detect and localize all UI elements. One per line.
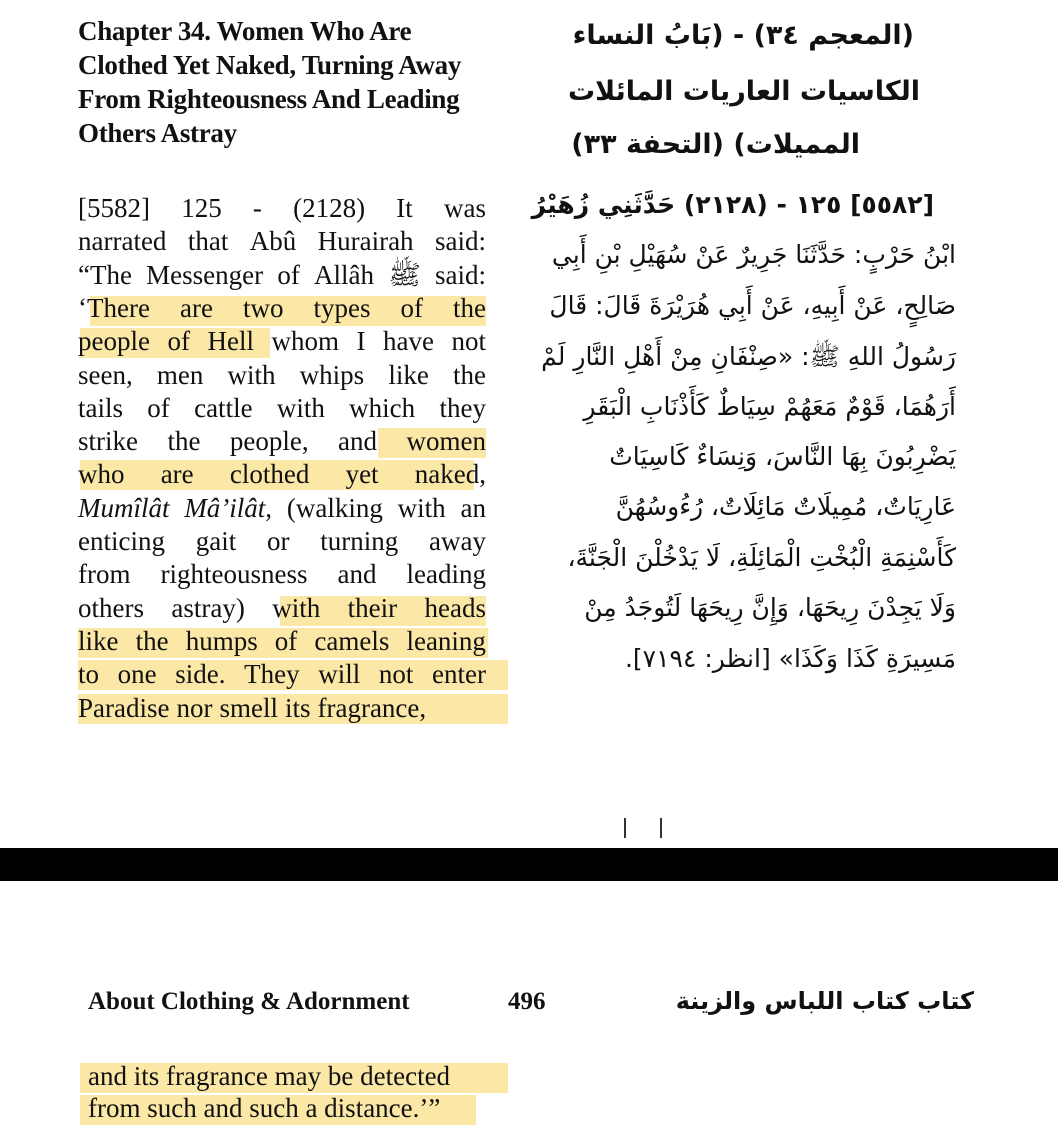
english-body-line: narrated that Abû Hurairah said: — [78, 226, 486, 256]
english-body-line: to one side. They will not enter — [78, 659, 486, 689]
arabic-body-line: كَأَسْنِمَةِ الْبُخْتِ الْمَائِلَةِ، لَا يَدْخُلْنَ الْجَنَّةَ، — [567, 543, 956, 572]
arabic-title-line: الكاسيات العاريات المائلات — [567, 76, 920, 107]
continuation-line: and its fragrance may be detected — [88, 1061, 451, 1091]
text-cursor-mark — [660, 818, 662, 838]
english-body-line: others astray) with their heads — [78, 593, 486, 623]
arabic-body-line: مَسِيرَةِ كَذَا وَكَذَا» [انظر: ٧١٩٤]. — [624, 644, 956, 673]
english-body-line: from righteousness and leading — [78, 559, 486, 589]
arabic-body-line: [٥٥٨٢] ١٢٥ - (٢١٢٨) حَدَّثَنِي زُهَيْرُ — [531, 190, 934, 219]
arabic-title-line: المميلات) (التحفة ٣٣) — [571, 129, 860, 160]
arabic-body-line: صَالِحٍ، عَنْ أَبِيهِ، عَنْ أَبِي هُرَيْرَةَ قَالَ: قَالَ — [549, 291, 956, 320]
english-body-line: seen, men with whips like the — [78, 360, 486, 390]
section-title: About Clothing & Adornment — [88, 988, 410, 1015]
english-body-line: who are clothed yet naked, — [78, 459, 486, 489]
english-body-line: strike the people, and women — [78, 426, 486, 456]
arabic-body-line: يَضْرِبُونَ بِهَا النَّاسَ، وَنِسَاءٌ كَاسِيَاتٌ — [609, 442, 956, 471]
arabic-title-line: (المعجم ٣٤) - (بَابُ النساء — [572, 20, 914, 51]
arabic-body-line: رَسُولُ اللهِ ﷺ: «صِنْفَانِ مِنْ أَهْلِ النَّارِ لَمْ — [541, 342, 956, 371]
english-body-line: “The Messenger of Allâh ﷺ said: — [78, 260, 486, 290]
arabic-body-line: وَلَا يَجِدْنَ رِيحَهَا، وَإِنَّ رِيحَهَا لَتُوجَدُ مِنْ — [584, 593, 956, 622]
english-body-line: Mumîlât Mâ’ilât, (walking with an — [78, 493, 486, 523]
english-body-line: [5582] 125 - (2128) It was — [78, 193, 486, 223]
english-body-line: people of Hell whom I have not — [78, 326, 486, 356]
english-body-line: Paradise nor smell its fragrance, — [78, 693, 427, 723]
english-body-line: enticing gait or turning away — [78, 526, 486, 556]
arabic-body-line: ابْنُ حَرْبٍ: حَدَّثَنَا جَرِيرٌ عَنْ سُهَيْلِ بْنِ أَبِي — [551, 240, 956, 269]
english-body-line: tails of cattle with which they — [78, 393, 486, 423]
arabic-body-line: أَرَهُمَا، قَوْمٌ مَعَهُمْ سِيَاطٌ كَأَذْنَابِ الْبَقَرِ — [583, 392, 956, 421]
continuation-line: from such and such a distance.’” — [88, 1093, 441, 1123]
page-divider — [0, 848, 1058, 881]
chapter-title: Chapter 34. Women Who Are Clothed Yet Naked, Turning Away From Righteousness And Leading Others Astray — [78, 16, 462, 148]
english-body-line: ‘There are two types of the — [78, 293, 486, 323]
arabic-body-line: عَارِيَاتٌ، مُمِيلَاتٌ مَائِلَاتٌ، رُءُوسُهُنَّ — [615, 492, 956, 521]
page-number: 496 — [508, 988, 546, 1015]
english-body-line: like the humps of camels leaning — [78, 626, 486, 656]
text-cursor-mark — [624, 818, 626, 838]
arabic-section-title: كتاب كتاب اللباس والزينة — [675, 987, 974, 1015]
